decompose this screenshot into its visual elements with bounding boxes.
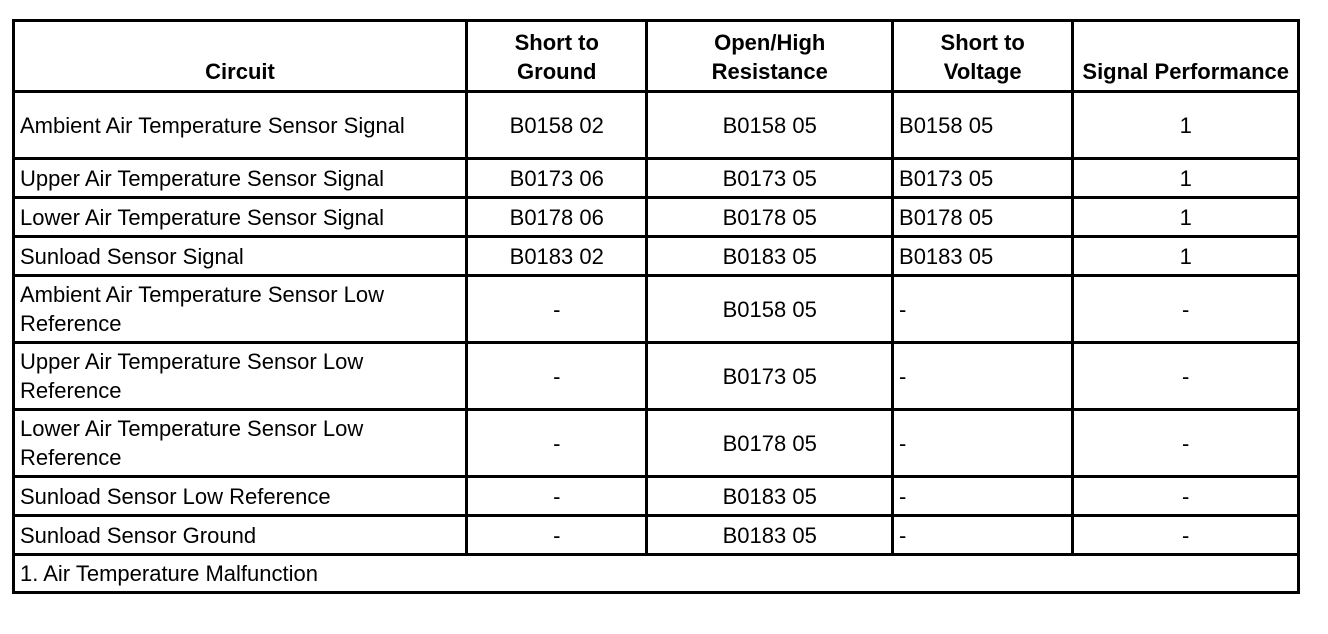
circuit-cell: Sunload Sensor Signal [14, 237, 467, 276]
short-to-ground-cell: B0183 02 [467, 237, 647, 276]
circuit-cell: Sunload Sensor Low Reference [14, 477, 467, 516]
signal-performance-cell: - [1073, 410, 1299, 477]
open-high-resistance-cell: B0183 05 [647, 516, 893, 555]
circuit-cell: Upper Air Temperature Sensor Low Reference [14, 343, 467, 410]
circuit-cell: Lower Air Temperature Sensor Low Reference [14, 410, 467, 477]
table-row [14, 343, 1299, 410]
short-to-voltage-cell: B0178 05 [893, 198, 1073, 237]
open-high-resistance-cell: B0158 05 [647, 276, 893, 343]
open-high-resistance-cell: B0178 05 [647, 410, 893, 477]
signal-performance-cell: - [1073, 477, 1299, 516]
short-to-voltage-cell: - [893, 477, 1073, 516]
table-row [14, 92, 1299, 159]
signal-performance-cell: 1 [1073, 92, 1299, 159]
short-to-ground-cell: - [467, 343, 647, 410]
signal-performance-cell: - [1073, 276, 1299, 343]
table-row [14, 410, 1299, 477]
signal-performance-cell: 1 [1073, 198, 1299, 237]
open-high-resistance-cell: B0183 05 [647, 477, 893, 516]
short-to-ground-cell: B0158 02 [467, 92, 647, 159]
signal-performance-cell: - [1073, 516, 1299, 555]
short-to-ground-cell: B0173 06 [467, 159, 647, 198]
short-to-ground-cell: - [467, 276, 647, 343]
circuit-cell: Lower Air Temperature Sensor Signal [14, 198, 467, 237]
short-to-ground-cell: - [467, 410, 647, 477]
table-row [14, 516, 1299, 555]
short-to-ground-cell: B0178 06 [467, 198, 647, 237]
header-short-to-ground: Short to Ground [467, 21, 647, 92]
header-circuit: Circuit [14, 21, 467, 92]
table-row [14, 477, 1299, 516]
open-high-resistance-cell: B0173 05 [647, 343, 893, 410]
table-row [14, 237, 1299, 276]
table-row [14, 159, 1299, 198]
open-high-resistance-cell: B0178 05 [647, 198, 893, 237]
signal-performance-cell: - [1073, 343, 1299, 410]
short-to-voltage-cell: - [893, 343, 1073, 410]
table-row [14, 276, 1299, 343]
header-row [14, 21, 1299, 92]
short-to-voltage-cell: B0183 05 [893, 237, 1073, 276]
open-high-resistance-cell: B0173 05 [647, 159, 893, 198]
short-to-ground-cell: - [467, 477, 647, 516]
table-row [14, 198, 1299, 237]
footnote: 1. Air Temperature Malfunction [14, 555, 1299, 593]
short-to-voltage-cell: - [893, 276, 1073, 343]
short-to-ground-cell: - [467, 516, 647, 555]
header-short-to-voltage: Short to Voltage [893, 21, 1073, 92]
short-to-voltage-cell: B0173 05 [893, 159, 1073, 198]
signal-performance-cell: 1 [1073, 237, 1299, 276]
circuit-cell: Ambient Air Temperature Sensor Low Reference [14, 276, 467, 343]
circuit-cell: Sunload Sensor Ground [14, 516, 467, 555]
short-to-voltage-cell: B0158 05 [893, 92, 1073, 159]
open-high-resistance-cell: B0183 05 [647, 237, 893, 276]
footnote-row [14, 555, 1299, 593]
signal-performance-cell: 1 [1073, 159, 1299, 198]
circuit-cell: Ambient Air Temperature Sensor Signal [14, 92, 467, 159]
dtc-table [12, 19, 1300, 594]
circuit-cell: Upper Air Temperature Sensor Signal [14, 159, 467, 198]
short-to-voltage-cell: - [893, 516, 1073, 555]
open-high-resistance-cell: B0158 05 [647, 92, 893, 159]
header-open-high-resistance: Open/High Resistance [647, 21, 893, 92]
short-to-voltage-cell: - [893, 410, 1073, 477]
header-signal-performance: Signal Performance [1073, 21, 1299, 92]
